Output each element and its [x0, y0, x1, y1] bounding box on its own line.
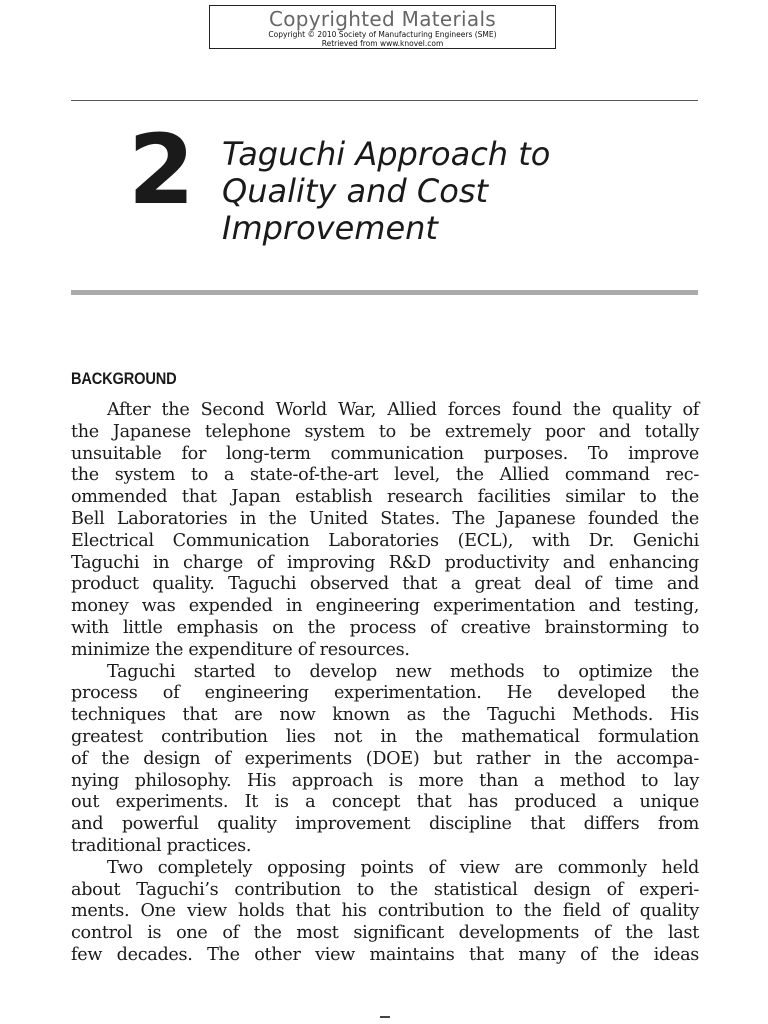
- text-line: nying philosophy. His approach is more than a method to lay: [71, 770, 699, 791]
- page-mark: [380, 1016, 390, 1018]
- text-line: few decades. The other view maintains that many of the ideas: [71, 944, 699, 965]
- text-line: Taguchi started to develop new methods to optimize the: [107, 661, 699, 682]
- text-line: techniques that are now known as the Taguchi Methods. His: [71, 705, 699, 726]
- copyright-line: Copyright © 2010 Society of Manufacturing Engineers (SME): [268, 30, 497, 39]
- section-heading: BACKGROUND: [71, 369, 177, 388]
- copyright-notice: [209, 5, 556, 49]
- text-line: of the design of experiments (DOE) but rather in the accompa-: [71, 748, 699, 769]
- chapter-title-line: Taguchi Approach to: [222, 135, 551, 173]
- bottom-rule: [71, 290, 698, 295]
- top-rule: [71, 100, 698, 101]
- text-line: with little emphasis on the process of creative brainstorming to: [71, 617, 699, 638]
- text-line: ments. One view holds that his contribution to the field of quality: [71, 901, 699, 922]
- text-line: about Taguchi’s contribution to the statistical design of experi-: [71, 879, 699, 900]
- text-line: control is one of the most significant developments of the last: [71, 923, 699, 944]
- text-line: out experiments. It is a concept that has produced a unique: [71, 792, 699, 813]
- chapter-title-line: Improvement: [222, 209, 438, 247]
- text-line: process of engineering experimentation. He developed the: [71, 683, 699, 704]
- text-line: Taguchi in charge of improving R&D productivity and enhancing: [71, 552, 699, 573]
- text-line: the system to a state-of-the-art level, the Allied command rec-: [71, 465, 699, 486]
- text-line: greatest contribution lies not in the mathematical formulation: [71, 726, 699, 747]
- chapter-number: 2: [128, 114, 191, 226]
- text-line: After the Second World War, Allied forces found the quality of: [107, 400, 699, 420]
- copyright-title: Copyrighted Materials: [268, 7, 497, 31]
- chapter-title: [222, 136, 662, 247]
- chapter-title-line: Quality and Cost: [222, 172, 489, 210]
- text-line: Electrical Communication Laboratories (ECL), with Dr. Genichi: [71, 530, 699, 551]
- text-line: money was expended in engineering experimentation and testing,: [71, 596, 699, 617]
- text-line: traditional practices.: [71, 835, 252, 856]
- retrieved-line: Retrieved from www.knovel.com: [321, 39, 444, 48]
- text-line: product quality. Taguchi observed that a great deal of time and: [71, 574, 699, 595]
- text-line: Bell Laboratories in the United States. The Japanese founded the: [71, 508, 699, 529]
- text-line: minimize the expenditure of resources.: [71, 639, 410, 660]
- body-text: [71, 400, 699, 967]
- text-line: and powerful quality improvement discipline that differs from: [71, 814, 699, 835]
- text-line: unsuitable for long-term communication purposes. To improve: [71, 443, 699, 464]
- text-line: Two completely opposing points of view are commonly held: [107, 857, 699, 878]
- text-line: the Japanese telephone system to be extremely poor and totally: [71, 421, 699, 442]
- text-line: ommended that Japan establish research facilities similar to the: [71, 487, 699, 508]
